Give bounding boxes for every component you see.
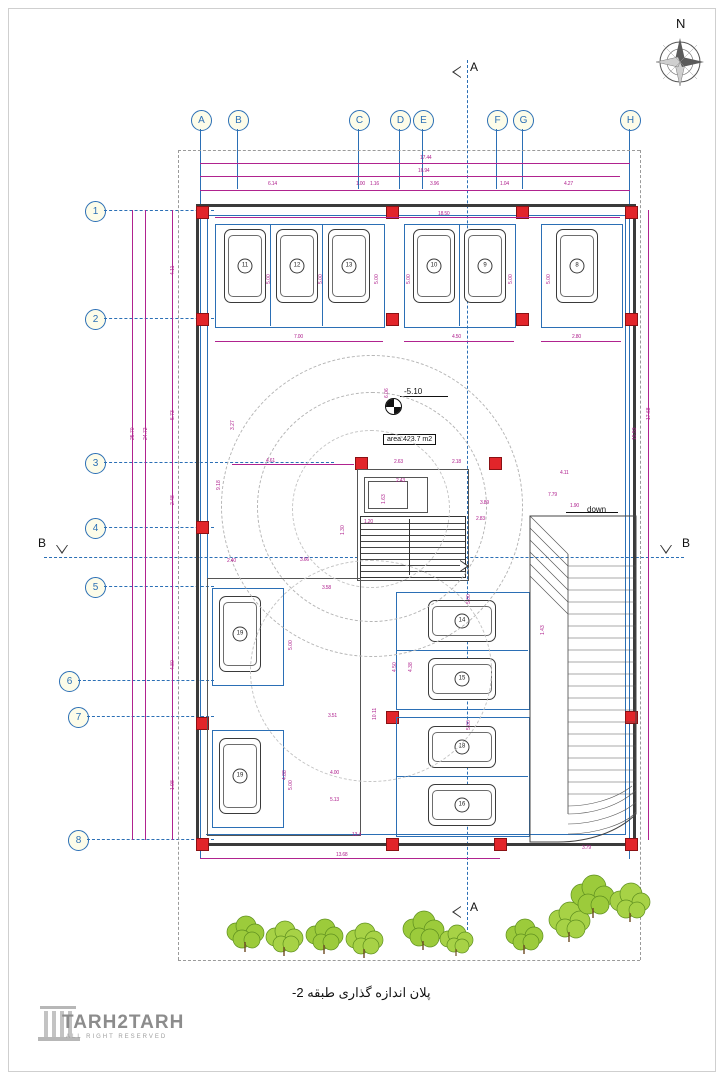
parking-divider-5	[396, 776, 528, 777]
dim-13-68: 13.68	[336, 852, 348, 858]
dimline-13-68	[200, 858, 500, 859]
grid-bubble-f[interactable]: F	[487, 110, 508, 131]
section-label-b-left: B	[38, 536, 47, 550]
grid-bubble-7[interactable]: 7	[68, 707, 89, 728]
dim-7-00: 7.00	[294, 334, 303, 340]
grid-line-c	[358, 129, 359, 189]
dim-4-38: 4.38	[408, 662, 414, 672]
dim-6-06: 4.61	[266, 458, 275, 464]
car-number-15: 15	[455, 672, 470, 687]
dim-2-40: 2.40	[227, 558, 236, 564]
grid-bubble-4[interactable]: 4	[85, 518, 106, 539]
car-number-11: 11	[238, 259, 253, 274]
grid-bubble-8[interactable]: 8	[68, 830, 89, 851]
dim-3-27: 6.06	[384, 388, 390, 398]
dim-17-68: 17.68	[646, 407, 652, 420]
column-a1	[196, 206, 209, 219]
turning-curve-lower	[250, 560, 492, 782]
car-13	[328, 229, 370, 303]
dim-1-16: 1.16	[370, 181, 379, 187]
dim-3-51: 3.51	[328, 713, 337, 719]
dimline-top-second	[200, 176, 620, 177]
car-9	[464, 229, 506, 303]
car-11	[224, 229, 266, 303]
grid-line-6	[78, 680, 214, 681]
column-a8	[196, 838, 209, 851]
tree-3	[302, 916, 346, 961]
grid-bubble-5[interactable]: 5	[85, 577, 106, 598]
grid-bubble-3[interactable]: 3	[85, 453, 106, 474]
dim-2-80: 2.80	[572, 334, 581, 340]
tree-4	[342, 920, 386, 965]
car-10	[413, 229, 455, 303]
dim-5-00-19a: 5.00	[288, 640, 294, 650]
dim-4-61: 9.18	[216, 480, 222, 490]
dim-4-11: 4.11	[170, 265, 176, 275]
dim-4-88: 4.88	[282, 770, 288, 780]
dim-2-43: 2.43	[396, 478, 405, 484]
north-label: N	[676, 16, 686, 31]
section-label-a-bottom: A	[470, 900, 479, 914]
dimline-right-outer	[648, 210, 649, 840]
dim-slot-11: 5.00	[266, 274, 272, 284]
column-h2	[625, 313, 638, 326]
car-number-12: 12	[290, 259, 305, 274]
column-a4	[196, 521, 209, 534]
dim-slot-9: 5.00	[508, 274, 514, 284]
dim-1-98: 1.98	[170, 780, 176, 790]
dim-3-66: 3.66	[300, 557, 309, 563]
car-number-13: 13	[342, 259, 357, 274]
dim-3-89: 3.89	[480, 500, 489, 506]
dim-4-50-lower: 4.50	[392, 662, 398, 672]
tree-10	[606, 880, 652, 929]
dim-5-00-19b: 5.00	[288, 780, 294, 790]
dim-1-90: 1.90	[570, 503, 579, 509]
grid-bubble-a[interactable]: A	[191, 110, 212, 131]
dim-18-50: 18.50	[438, 211, 450, 217]
grid-bubble-g[interactable]: G	[513, 110, 534, 131]
dimline-left-outer	[132, 210, 133, 840]
section-label-b-right: B	[682, 536, 691, 550]
car-number-14: 14	[455, 614, 470, 629]
tree-6	[436, 922, 476, 963]
dim-2-18: 2.18	[452, 459, 461, 465]
dim-24-72: 24.72	[143, 427, 149, 440]
dim-5-00-16: 5.00	[466, 720, 472, 730]
dim-10-11: 10.11	[372, 707, 378, 720]
grid-line-f	[496, 129, 497, 189]
column-h1	[625, 206, 638, 219]
dim-5-73: 5.73	[170, 410, 176, 420]
dim-2-83: 2.83	[476, 516, 485, 522]
tree-2	[262, 918, 306, 963]
dim-1-20: 1.20	[364, 519, 373, 525]
inner-wall-top	[206, 215, 626, 216]
level-value: -5.10	[404, 387, 423, 396]
dim-9-18: 3.27	[230, 420, 236, 430]
dim-3-96: 3.96	[430, 181, 439, 187]
dim-3-41: 4.11	[560, 470, 569, 476]
tree-7	[502, 916, 546, 961]
dim-1-30: 1.30	[340, 525, 346, 535]
dim-7-79: 7.79	[548, 492, 557, 498]
dimline-4-50	[404, 341, 514, 342]
grid-bubble-1[interactable]: 1	[85, 201, 106, 222]
column-a2	[196, 313, 209, 326]
car-19b	[219, 738, 261, 814]
site-boundary-top	[178, 150, 640, 151]
drawing-title: پلان اندازه گذاری طبقه 2-	[292, 985, 431, 1000]
grid-bubble-c[interactable]: C	[349, 110, 370, 131]
site-boundary-left	[178, 150, 179, 960]
dimline-2-80	[541, 341, 621, 342]
dim-slot-13: 5.00	[374, 274, 380, 284]
car-17	[428, 784, 496, 826]
parking-divider-3	[459, 224, 460, 326]
car-number-19b: 19	[233, 769, 248, 784]
car-number-19a: 19	[233, 627, 248, 642]
grid-bubble-2[interactable]: 2	[85, 309, 106, 330]
column-f8	[494, 838, 507, 851]
dim-slot-10: 5.00	[406, 274, 412, 284]
dimline-inner-top	[215, 217, 620, 218]
area-label: area:423.7 m2	[383, 434, 436, 445]
section-label-a-top: A	[470, 60, 479, 74]
dim-17-44: 17.44	[420, 155, 432, 161]
grid-bubble-6[interactable]: 6	[59, 671, 80, 692]
dim-4-50: 4.50	[452, 334, 461, 340]
dim-1-04: 1.04	[500, 181, 509, 187]
dim-4-27: 4.27	[564, 181, 573, 187]
grid-line-d	[399, 129, 400, 189]
dim-slot-8: 5.00	[546, 274, 552, 284]
column-c8	[386, 838, 399, 851]
dim-4-80: 4.80	[170, 660, 176, 670]
grid-line-7	[87, 716, 214, 717]
car-8	[556, 229, 598, 303]
dimline-left-second	[145, 210, 146, 840]
brand-logo	[36, 1000, 236, 1056]
dim-13-4: 13.4	[352, 832, 361, 838]
dimline-left-third	[172, 210, 173, 840]
car-number-16: 18	[455, 740, 470, 755]
grid-line-g	[522, 129, 523, 189]
dim-16-94: 16.94	[418, 168, 430, 174]
dim-5-13: 5.13	[330, 797, 339, 803]
car-number-17: 16	[455, 798, 470, 813]
dim-2-48: 2.48	[170, 495, 176, 505]
dim-3-79: 3.79	[582, 845, 591, 851]
dim-1-00: 1.00	[356, 181, 365, 187]
grid-bubble-b[interactable]: B	[228, 110, 249, 131]
car-number-8: 8	[570, 259, 585, 274]
dimline-7-00	[215, 341, 383, 342]
dim-1-63: 1.63	[381, 494, 387, 504]
down-label: down	[587, 505, 607, 514]
dim-15-53: 15.53	[632, 427, 638, 440]
dimline-top-third	[200, 190, 630, 191]
dim-2-63: 2.63	[394, 459, 403, 465]
site-boundary-bottom	[178, 960, 640, 961]
grid-bubble-h[interactable]: H	[620, 110, 641, 131]
site-boundary-right	[640, 150, 641, 960]
dim-6-14: 6.14	[268, 181, 277, 187]
dim-1-43: 1.43	[540, 625, 546, 635]
car-number-9: 9	[478, 259, 493, 274]
dim-4-00: 4.00	[330, 770, 339, 776]
grid-bubble-d[interactable]: D	[390, 110, 411, 131]
car-12	[276, 229, 318, 303]
dimline-top-outer	[200, 163, 630, 164]
grid-line-8	[87, 839, 214, 840]
dim-3-58: 3.58	[322, 585, 331, 591]
building-wall-top	[196, 204, 636, 207]
grid-line-a	[200, 129, 201, 859]
down-leader	[566, 512, 618, 513]
north-compass	[652, 18, 708, 88]
brand-rights: ALL RIGHT RESERVED	[66, 1034, 168, 1040]
dim-slot-12: 5.00	[318, 274, 324, 284]
dimline-6-06	[232, 464, 354, 465]
grid-line-b	[237, 129, 238, 189]
car-number-10: 10	[427, 259, 442, 274]
dim-5-00-14: 5.00	[466, 594, 472, 604]
dim-25-70: 25.70	[130, 427, 136, 440]
column-f2	[516, 313, 529, 326]
grid-bubble-e[interactable]: E	[413, 110, 434, 131]
ramp-area	[528, 514, 638, 844]
column-c2	[386, 313, 399, 326]
brand-name: TARH2TARH	[62, 1012, 185, 1033]
